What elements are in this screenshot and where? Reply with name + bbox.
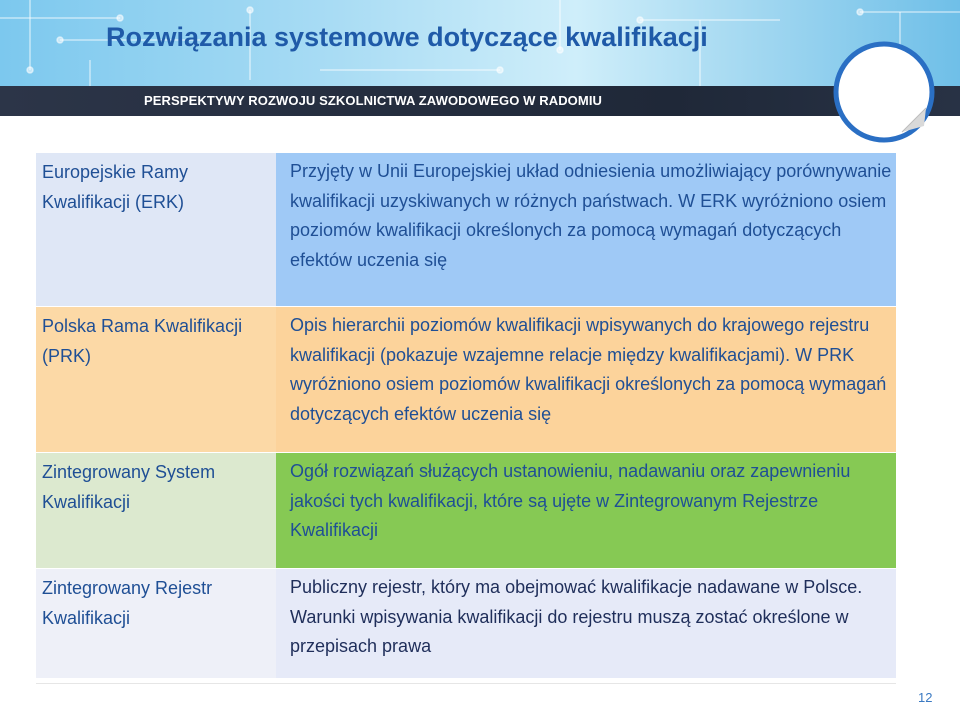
slide-subtitle: PERSPEKTYWY ROZWOJU SZKOLNICTWA ZAWODOWEGO W RADOMIU bbox=[144, 93, 603, 108]
subtitle-bar bbox=[0, 86, 960, 116]
term-zrk: Zintegrowany Rejestr Kwalifikacji bbox=[36, 568, 276, 678]
footer-divider bbox=[36, 683, 896, 684]
slide-title: Rozwiązania systemowe dotyczące kwalifikacji bbox=[106, 22, 708, 52]
term-prk: Polska Rama Kwalifikacji (PRK) bbox=[36, 306, 276, 452]
description-zsk: Ogół rozwiązań służących ustanowieniu, nadawaniu oraz zapewnieniu jakości tych kwalifikacji, które są ujęte w Zintegrowanym Rejestrze Kwalifikacji bbox=[276, 452, 896, 568]
description-zrk: Publiczny rejestr, który ma obejmować kwalifikacje nadawane w Polsce. Warunki wpisywania kwalifikacji do rejestru muszą zostać określone w przepisach prawa bbox=[276, 568, 896, 678]
term-zsk: Zintegrowany System Kwalifikacji bbox=[36, 452, 276, 568]
header-background bbox=[0, 0, 960, 88]
description-prk: Opis hierarchii poziomów kwalifikacji wpisywanych do krajowego rejestru kwalifikacji (pokazuje wzajemne relacje między kwalifikacjami). W PRK wyróżniono osiem poziomów kwalifikacji określonych za pomocą wymagań dotyczących efektów uczenia się bbox=[276, 306, 896, 452]
description-erk: Przyjęty w Unii Europejskiej układ odniesienia umożliwiający porównywanie kwalifikacji uzyskiwanych w różnych państwach. W ERK wyróżniono osiem poziomów kwalifikacji określonych za pomocą wymagań dotyczących efektów uczenia się bbox=[276, 152, 896, 306]
logo-circle-icon bbox=[832, 40, 936, 144]
page-number: 12 bbox=[918, 690, 933, 705]
qualification-table bbox=[36, 152, 896, 678]
term-erk: Europejskie Ramy Kwalifikacji (ERK) bbox=[36, 152, 276, 306]
